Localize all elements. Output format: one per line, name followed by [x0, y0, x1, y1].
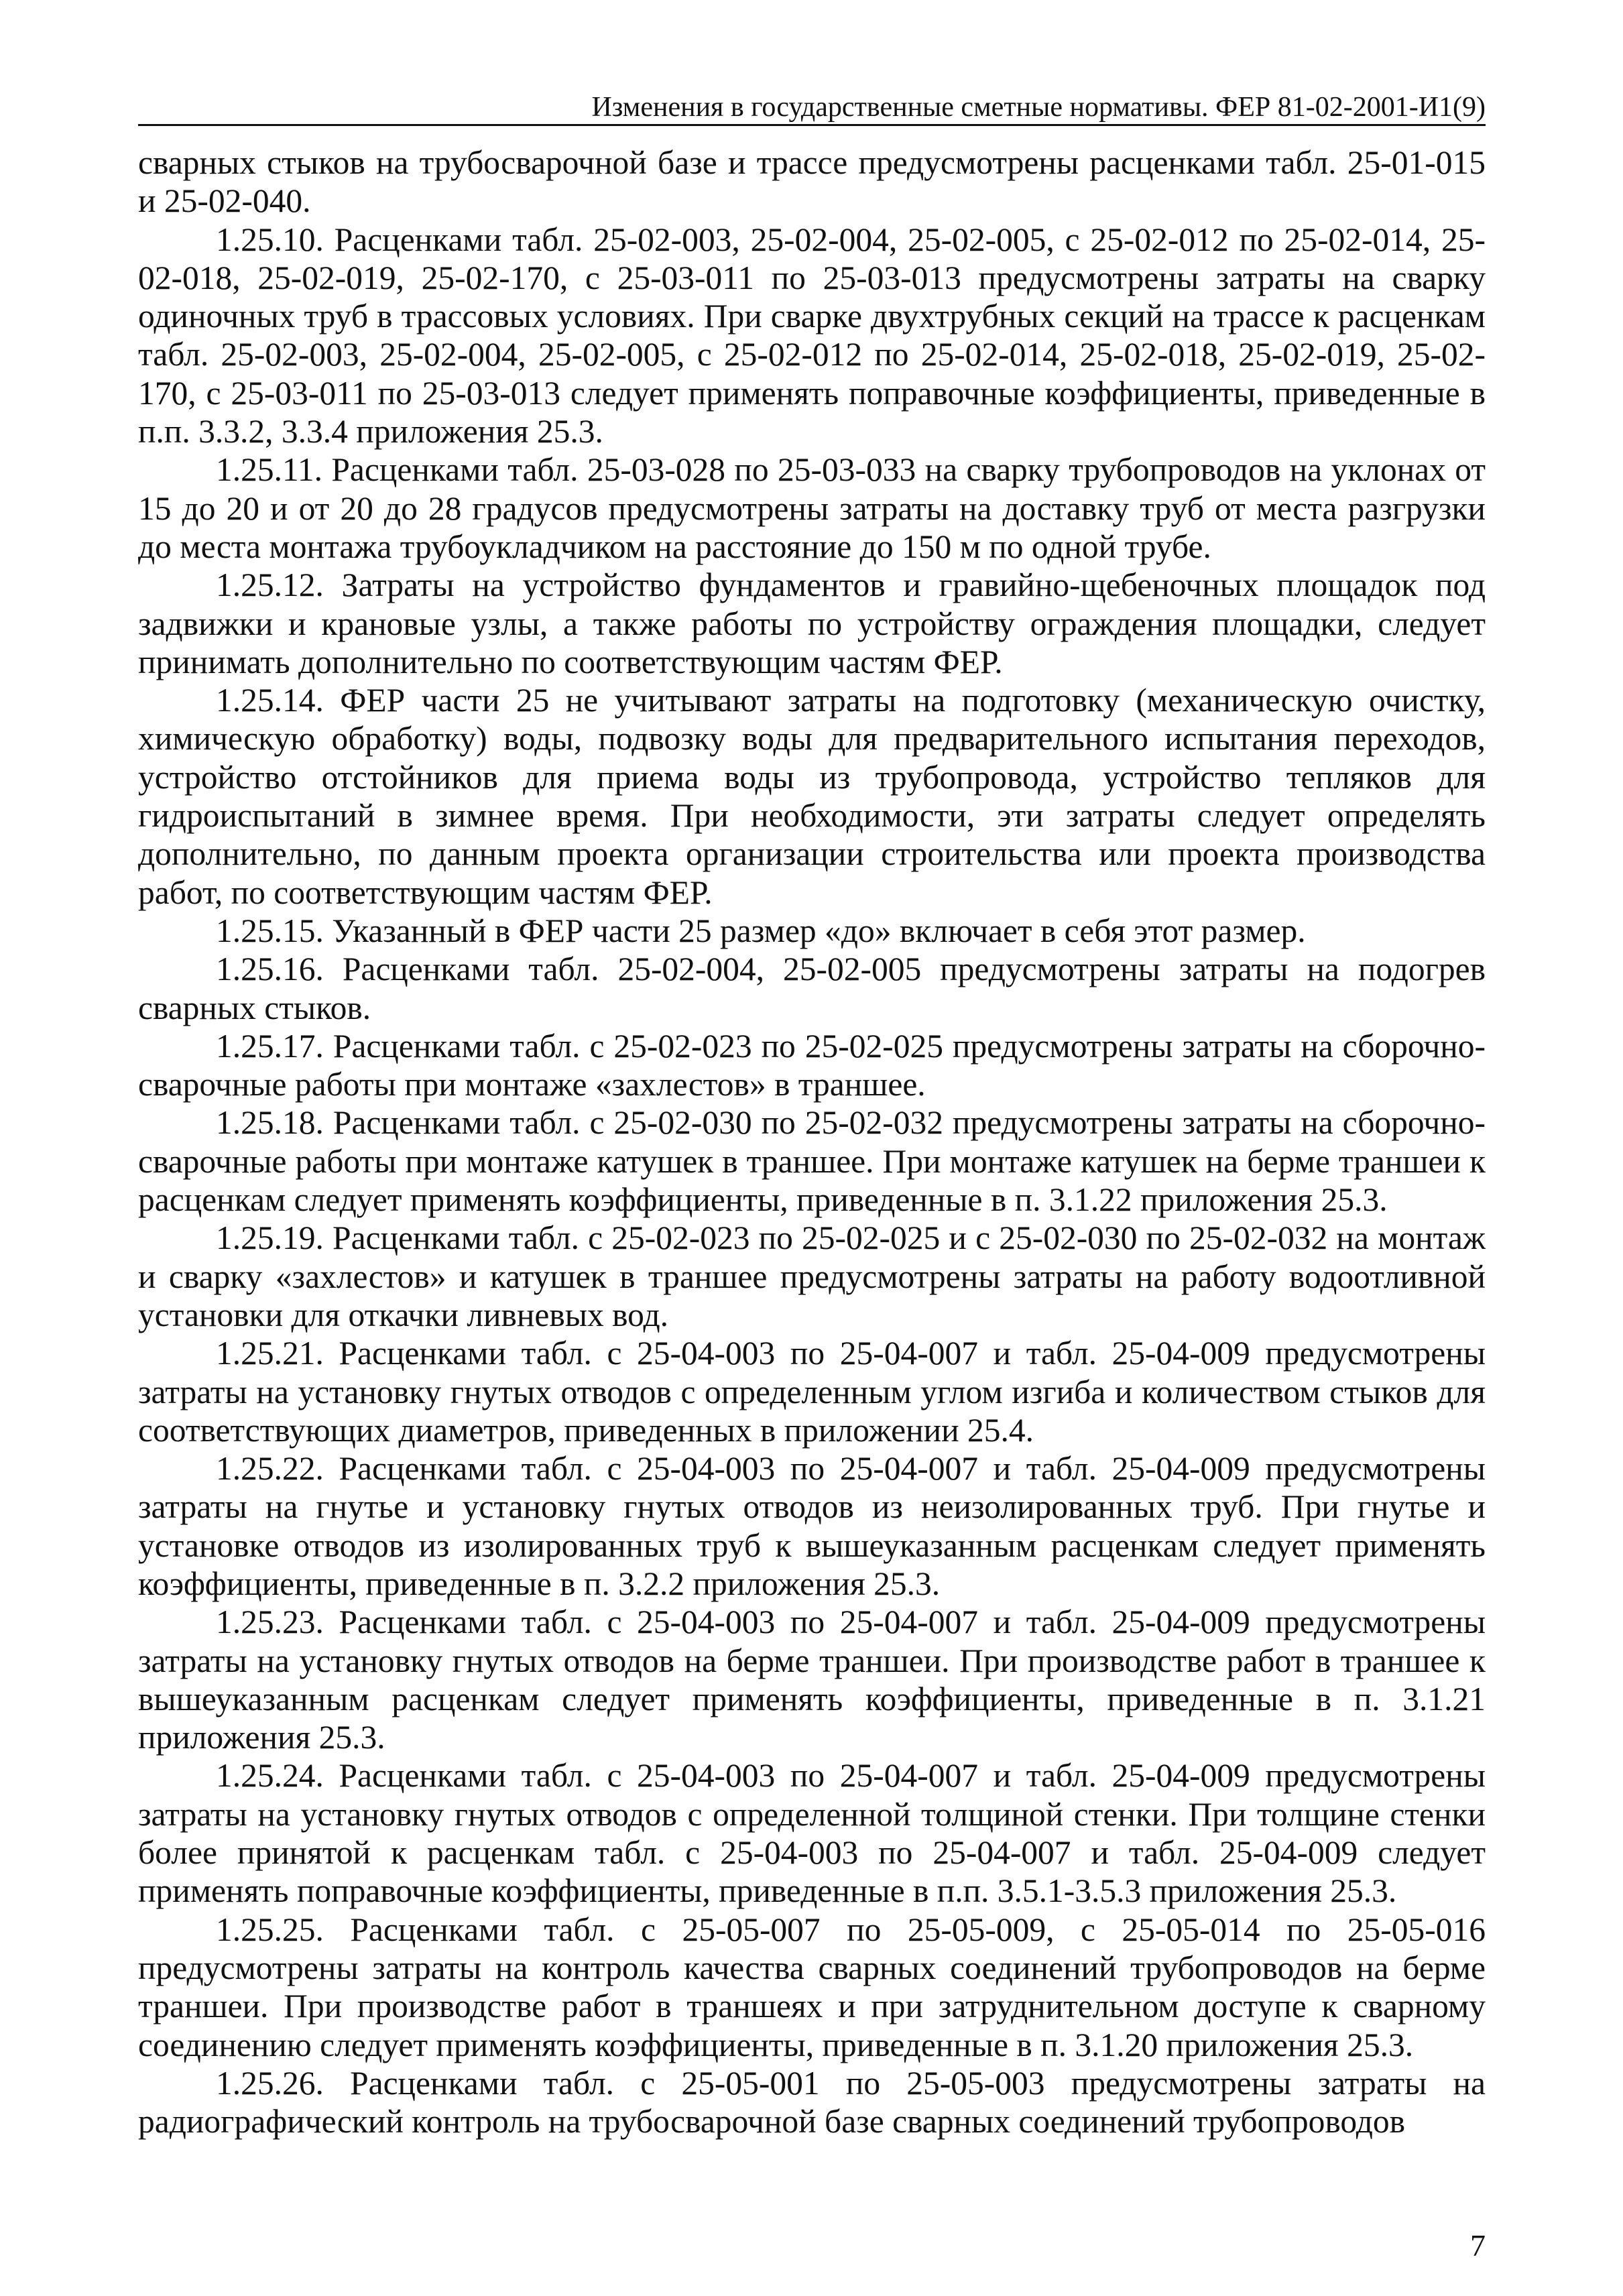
header-divider [138, 124, 1486, 126]
document-body [138, 143, 1486, 2140]
page-number: 7 [1470, 2228, 1486, 2262]
paragraph-1-25-24: 1.25.24. Расценками табл. с 25-04-003 по 25-04-007 и табл. 25-04-009 предусмотрены затраты на установку гнутых отводов с определенной толщиной стенки. При толщине стенки более принятой к расценкам табл. с 25-04-003 по 25-04-007 и табл. 25-04-009 следует применять поправочные коэффициенты, приведенные в п.п. 3.5.1-3.5.3 приложения 25.3. [138, 1757, 1486, 1910]
paragraph-1-25-23: 1.25.23. Расценками табл. с 25-04-003 по 25-04-007 и табл. 25-04-009 предусмотрены затраты на установку гнутых отводов на берме траншеи. При производстве работ в траншее к вышеуказанным расценкам следует применять коэффициенты, приведенные в п. 3.1.21 приложения 25.3. [138, 1604, 1486, 1756]
paragraph-1-25-15: 1.25.15. Указанный в ФЕР части 25 размер «до» включает в себя этот размер. [216, 912, 1306, 949]
paragraph-1-25-12: 1.25.12. Затраты на устройство фундаментов и гравийно-щебеночных площадок под задвижки и крановые узлы, а также работы по устройству ограждения площадки, следует принимать дополнительно по соответствующим частям ФЕР. [138, 566, 1486, 680]
paragraph-continuation: сварных стыков на трубосварочной базе и трассе предусмотрены расценками табл. 25-01-015 и 25-02-040. [138, 144, 1486, 220]
running-header: Изменения в государственные сметные нормативы. ФЕР 81-02-2001-И1(9) [591, 92, 1486, 123]
paragraph-1-25-16: 1.25.16. Расценками табл. 25-02-004, 25-02-005 предусмотрены затраты на подогрев сварных стыков. [138, 951, 1486, 1026]
paragraph-1-25-22: 1.25.22. Расценками табл. с 25-04-003 по 25-04-007 и табл. 25-04-009 предусмотрены затраты на гнутье и установку гнутых отводов из неизолированных труб. При гнутье и установке отводов из изолированных труб к вышеуказанным расценкам следует применять коэффициенты, приведенные в п. 3.2.2 приложения 25.3. [138, 1450, 1486, 1602]
paragraph-1-25-25: 1.25.25. Расценками табл. с 25-05-007 по 25-05-009, с 25-05-014 по 25-05-016 предусмотрены затраты на контроль качества сварных соединений трубопроводов на берме траншеи. При производстве работ в траншеях и при затруднительном доступе к сварному соединению следует применять коэффициенты, приведенные в п. 3.1.20 приложения 25.3. [138, 1911, 1486, 2063]
paragraph-1-25-17: 1.25.17. Расценками табл. с 25-02-023 по 25-02-025 предусмотрены затраты на сборочно-сварочные работы при монтаже «захлестов» в траншее. [138, 1027, 1486, 1103]
paragraph-1-25-18: 1.25.18. Расценками табл. с 25-02-030 по 25-02-032 предусмотрены затраты на сборочно-сварочные работы при монтаже катушек в траншее. При монтаже катушек на берме траншеи к расценкам следует применять коэффициенты, приведенные в п. 3.1.22 приложения 25.3. [138, 1104, 1486, 1219]
paragraph-1-25-14: 1.25.14. ФЕР части 25 не учитывают затраты на подготовку (механическую очистку, химическую обработку) воды, подвозку воды для предварительного испытания переходов, устройство отстойников для приема воды из трубопровода, устройство тепляков для гидроиспытаний в зимнее время. При необходимости, эти затраты следует определять дополнительно, по данным проекта организации строительства или проекта производства работ, по соответствующим частям ФЕР. [138, 682, 1486, 911]
paragraph-1-25-10: 1.25.10. Расценками табл. 25-02-003, 25-02-004, 25-02-005, с 25-02-012 по 25-02-014, 25-02-018, 25-02-019, 25-02-170, с 25-03-011 по 25-03-013 предусмотрены затраты на сварку одиночных труб в трассовых условиях. При сварке двухтрубных секций на трассе к расценкам табл. 25-02-003, 25-02-004, 25-02-005, с 25-02-012 по 25-02-014, 25-02-018, 25-02-019, 25-02-170, с 25-03-011 по 25-03-013 следует применять поправочные коэффициенты, приведенные в п.п. 3.3.2, 3.3.4 приложения 25.3. [138, 221, 1486, 450]
paragraph-1-25-11: 1.25.11. Расценками табл. 25-03-028 по 25-03-033 на сварку трубопроводов на уклонах от 15 до 20 и от 20 до 28 градусов предусмотрены затраты на доставку труб от места разгрузки до места монтажа трубоукладчиком на расстояние до 150 м по одной трубе. [138, 451, 1486, 565]
paragraph-1-25-21: 1.25.21. Расценками табл. с 25-04-003 по 25-04-007 и табл. 25-04-009 предусмотрены затраты на установку гнутых отводов с определенным углом изгиба и количеством стыков для соответствующих диаметров, приведенных в приложении 25.4. [138, 1335, 1486, 1449]
paragraph-1-25-19: 1.25.19. Расценками табл. с 25-02-023 по 25-02-025 и с 25-02-030 по 25-02-032 на монтаж и сварку «захлестов» и катушек в траншее предусмотрены затраты на работу водоотливной установки для откачки ливневых вод. [138, 1219, 1486, 1333]
paragraph-1-25-26: 1.25.26. Расценками табл. с 25-05-001 по 25-05-003 предусмотрены затраты на радиографический контроль на трубосварочной базе сварных соединений трубопроводов [138, 2064, 1486, 2140]
